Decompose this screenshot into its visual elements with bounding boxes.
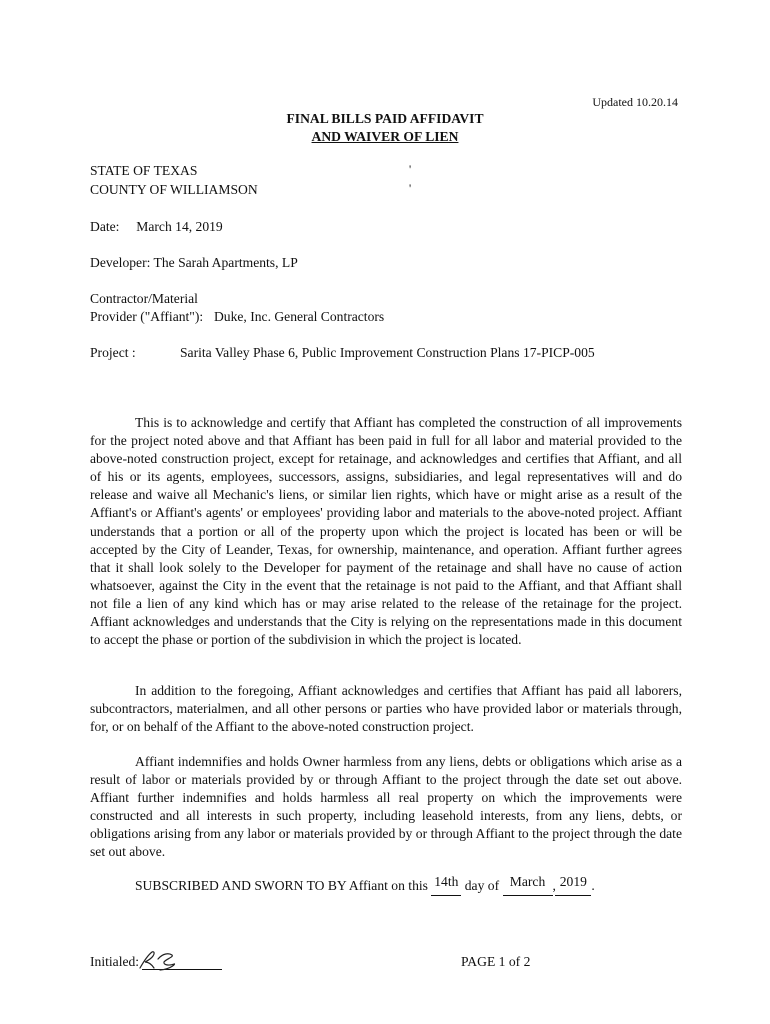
project-value: Sarita Valley Phase 6, Public Improvement Construction Plans 17-PICP-005	[180, 345, 595, 360]
developer-value: The Sarah Apartments, LP	[153, 255, 298, 270]
paragraph-payment	[90, 682, 682, 736]
page-label: PAGE	[461, 954, 496, 969]
date-value: March 14, 2019	[136, 219, 223, 234]
document-subtitle: AND WAIVER OF LIEN	[311, 129, 459, 144]
county-label: COUNTY OF WILLIAMSON	[90, 182, 258, 197]
page-number: 1	[498, 954, 506, 969]
day-of-label: day of	[464, 878, 500, 893]
of-label: of	[508, 954, 521, 969]
initials-signature-line	[142, 953, 222, 970]
initialed-label: Initialed:	[90, 954, 140, 969]
day-value: 14th	[434, 874, 459, 889]
developer-row	[90, 254, 298, 272]
page-total: 2	[523, 954, 531, 969]
month-value: March	[509, 874, 546, 889]
year-field	[552, 874, 591, 896]
contractor-row	[90, 308, 384, 326]
comma: ,	[552, 878, 556, 893]
contractor-label-line1: Contractor/Material	[90, 291, 198, 306]
contractor-label-line2: Provider ("Affiant"):	[90, 309, 204, 324]
project-label: Project :	[90, 345, 136, 360]
paragraph-3: Affiant indemnifies and holds Owner harmless from any liens, debts or obligations which arise as a result of labor or materials provided by or through Affiant to the project through the date set out above. Affiant further indemnifies and holds harmless all real property on which the improvements were constructed and all interests in such property, including leasehold interests, from any liens, debts, or obligations arising from any labor or materials provided by or through Affiant to the project through the date set out above.	[90, 754, 682, 860]
day-field	[431, 874, 461, 896]
initialed-row	[90, 953, 222, 971]
date-row	[90, 218, 223, 236]
sworn-statement	[135, 874, 595, 896]
paragraph-certification	[90, 414, 682, 649]
page-indicator	[461, 953, 530, 971]
initials-signature	[136, 947, 196, 973]
updated-date: Updated 10.20.14	[592, 95, 678, 109]
contractor-value: Duke, Inc. General Contractors	[213, 309, 385, 324]
developer-label: Developer:	[90, 255, 151, 270]
state-label: STATE OF TEXAS	[90, 163, 198, 178]
paragraph-2: In addition to the foregoing, Affiant acknowledges and certifies that Affiant has paid all laborers, subcontractors, materialmen, and all other persons or parties who have provided labor or materials through, for, or on behalf of the Affiant to the above-noted construction project.	[90, 683, 682, 735]
document-title: FINAL BILLS PAID AFFIDAVIT	[286, 111, 484, 126]
month-field	[503, 874, 553, 896]
paragraph-indemnity	[90, 753, 682, 862]
year-value: 2019	[559, 874, 587, 889]
sworn-prefix: SUBSCRIBED AND SWORN TO BY Affiant on this	[135, 878, 428, 893]
county-mark: '	[409, 181, 412, 195]
state-mark: '	[409, 162, 412, 176]
date-label: Date:	[90, 219, 120, 234]
period: .	[591, 878, 595, 893]
paragraph-1: This is to acknowledge and certify that Affiant has completed the construction of all improvements for the project noted above and that Affiant has been paid in full for all labor and material provided to the above-noted construction project, except for retainage, and acknowledges and certifies that Affiant, and all of his or its agents, employees, successors, assigns, subsidiaries, and legal representatives will and do release and waive all Mechanic's liens, or similar lien rights, which have or might arise as a result of the Affiant's or Affiant's agents' or employees' providing labor and materials to the above-noted project. Affiant understands that a portion or all of the property upon which the project is located has been or will be accepted by the City of Leander, Texas, for ownership, maintenance, and operation. Affiant further agrees that it shall look solely to the Developer for payment of the retainage and shall have no cause of action whatsoever, against the City in the event that the retainage is not paid to the Affiant, and that Affiant shall not file a lien of any kind which has or may arise related to the release of the retainage for the project. Affiant acknowledges and understands that the City is relying on the representations made in this document to accept the phase or portion of the subdivision in which the project is located.	[90, 415, 682, 648]
